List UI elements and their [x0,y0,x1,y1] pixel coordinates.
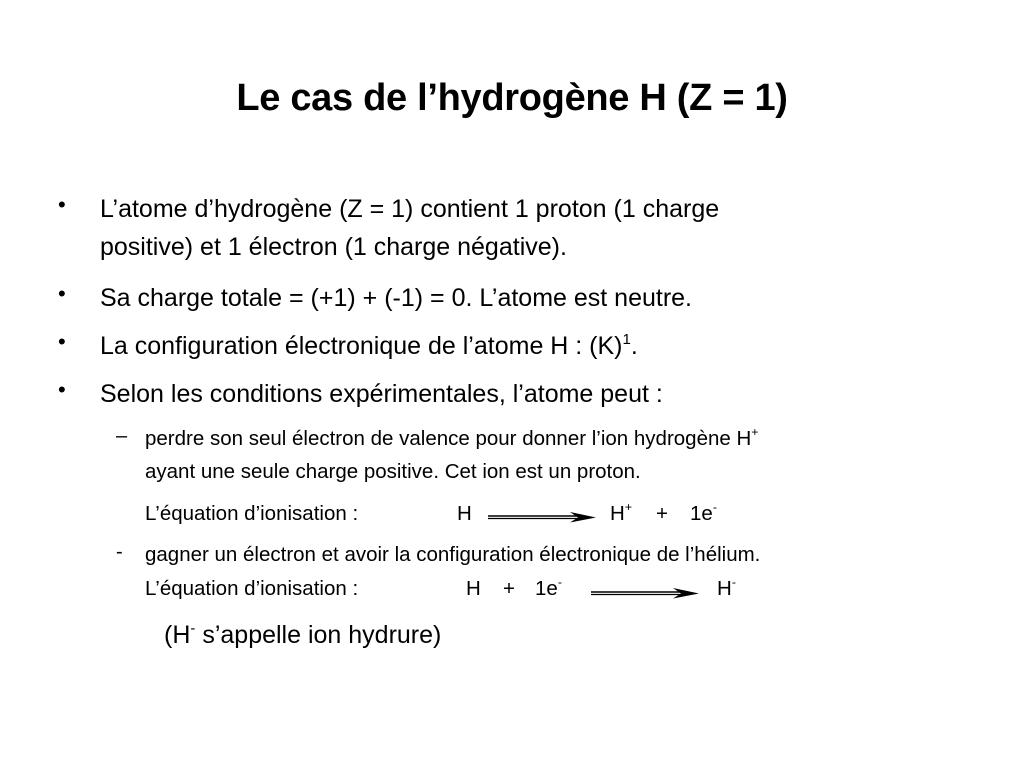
bullet-1-line-2: positive) et 1 électron (1 charge négative). [100,233,567,261]
hydride-note [164,616,441,654]
sub-bullet-1 [145,422,965,488]
reaction-arrow-icon [486,510,598,524]
equation-2-electron: 1e [535,577,558,600]
equation-1-product-1-charge: + [624,500,632,515]
hydride-note-text: s’appelle ion hydrure) [195,621,442,649]
bullet-1 [100,190,950,266]
equation-1-label: L’équation d’ionisation : [145,502,359,525]
sub-bullet-2 [145,538,975,571]
dash-marker: – [116,425,128,447]
hyphen-marker: - [116,541,123,563]
equation-2-reactant-1: H [466,577,481,600]
bullet-1-line-1: L’atome d’hydrogène (Z = 1) contient 1 proton (1 charge [100,195,720,223]
bullet-3 [100,327,950,365]
equation-1-reactant: H [457,502,472,525]
equation-2-electron-charge: - [557,575,562,590]
equation-1-product-1 [610,497,632,530]
slide-title: Le cas de l’hydrogène H (Z = 1) [236,77,788,119]
reaction-arrow-icon [589,586,701,600]
equation-1-electron: 1e [690,502,713,525]
sub-bullet-1-line-2: ayant une seule charge positive. Cet ion est un proton. [145,460,641,483]
bullet-3-superscript: 1 [622,330,631,348]
equation-2-plus: + [503,577,515,600]
equation-2-reactant-2 [535,572,562,605]
hydride-note-charge: - [190,619,196,637]
hydrogen-ion-charge: + [751,425,759,440]
bullet-marker: • [58,281,66,306]
bullet-marker: • [58,329,66,354]
bullet-3-text: La configuration électronique de l’atome H : (K) [100,332,623,360]
bullet-2-text: Sa charge totale = (+1) + (-1) = 0. L’atome est neutre. [100,284,693,312]
bullet-2 [100,279,950,317]
bullet-4 [100,375,950,413]
equation-1-product-1-symbol: H [610,502,625,525]
equation-2-label: L’équation d’ionisation : [145,577,359,600]
bullet-3-period: . [630,332,638,360]
sub-bullet-1-line-1: perdre son seul électron de valence pour donner l’ion hydrogène H [145,427,752,450]
equation-2-product-charge: - [731,575,736,590]
bullet-marker: • [58,377,66,402]
sub-bullet-2-line-1: gagner un électron et avoir la configuration électronique de l’hélium. [145,543,761,566]
equation-1-electron-charge: - [712,500,717,515]
hydride-note-open: (H [164,621,191,649]
bullet-4-text: Selon les conditions expérimentales, l’atome peut : [100,380,663,408]
bullet-marker: • [58,192,66,217]
equation-2-product-symbol: H [717,577,732,600]
equation-1-plus: + [656,502,668,525]
equation-1-product-2 [690,497,717,530]
equation-2-product [717,572,736,605]
